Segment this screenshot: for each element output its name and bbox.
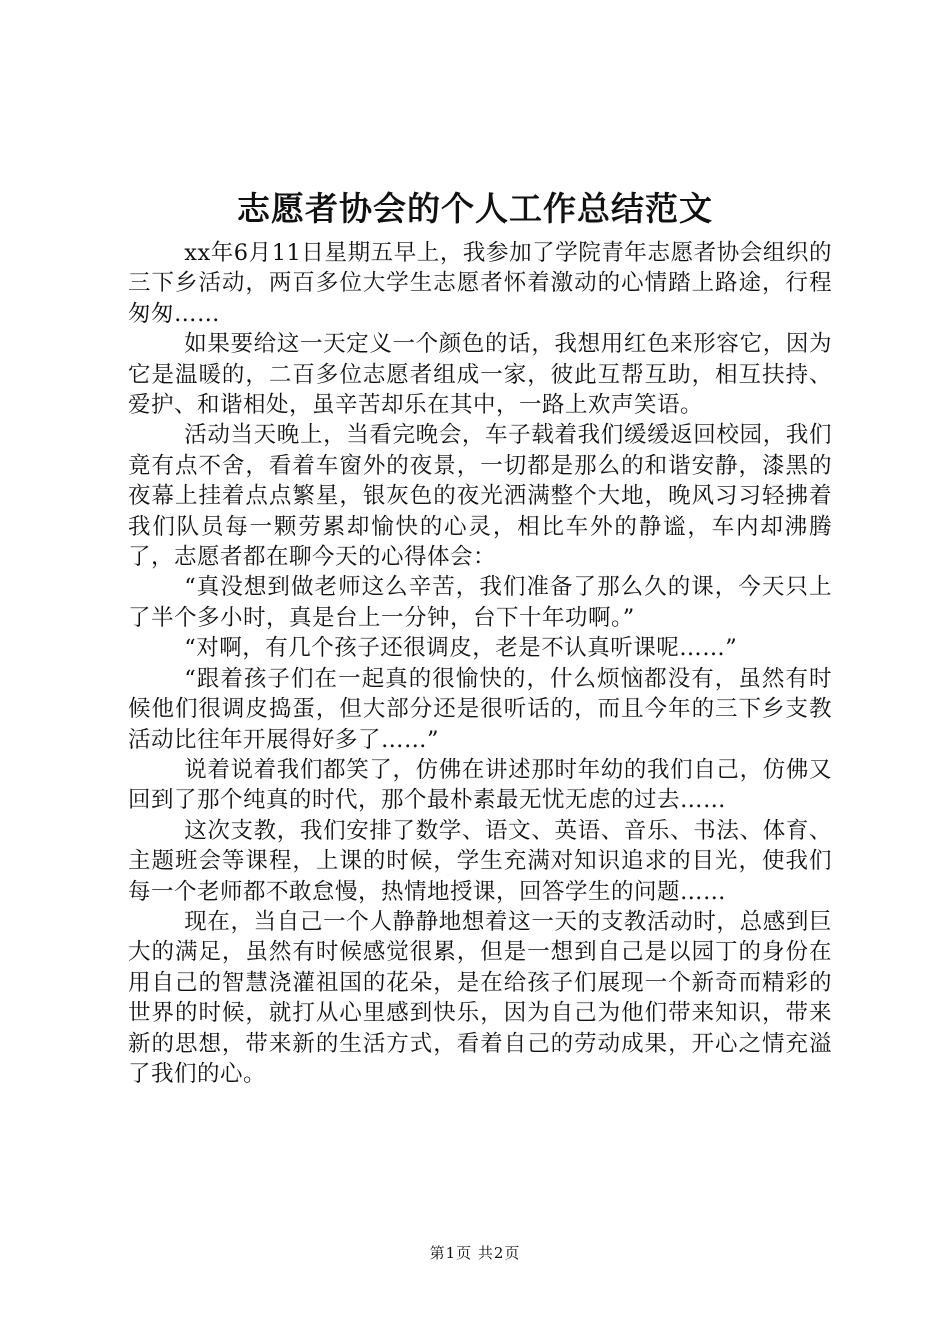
- paragraph-5: “对啊，有几个孩子还很调皮，老是不认真听课呢……”: [184, 635, 738, 662]
- paragraph-4: “真没想到做老师这么辛苦，我们准备了那么久的课，今天只上了半个多小时，真是台上一分钟，台下十年功啊。”: [128, 574, 832, 631]
- paragraph-7: 说着说着我们都笑了，仿佛在讲述那时年幼的我们自己，仿佛又回到了那个纯真的时代，那个最朴素最无忧无虑的过去……: [128, 756, 832, 814]
- page-footer: 第1页 共2页: [429, 1244, 521, 1262]
- paragraph-1: xx年6月11日星期五早上，我参加了学院青年志愿者协会组织的三下乡活动，两百多位大学生志愿者怀着激动的心情踏上路途，行程匆匆……: [128, 240, 832, 327]
- paragraph-6: “跟着孩子们在一起真的很愉快的，什么烦恼都没有，虽然有时候他们很调皮捣蛋，但大部分还是很听话的，而且今年的三下乡支教活动比往年开展得好多了……”: [128, 665, 832, 753]
- document-title: 志愿者协会的个人工作总结范文: [237, 189, 713, 228]
- paragraph-2: 如果要给这一天定义一个颜色的话，我想用红色来形容它，因为它是温暖的，二百多位志愿者组成一家，彼此互帮互助，相互扶持、爱护、和谐相处，虽辛苦却乐在其中，一路上欢声笑语。: [128, 331, 832, 419]
- paragraph-3: 活动当天晚上，当看完晚会，车子载着我们缓缓返回校园，我们竟有点不舍，看着车窗外的夜景，一切都是那么的和谐安静，漆黑的夜幕上挂着点点繁星，银灰色的夜光洒满整个大地，晚风习习轻拂着我们队员每一颗劳累却愉快的心灵，相比车外的静谧，车内却沸腾了，志愿者都在聊今天的心得体会：: [128, 422, 832, 571]
- document-body: [128, 238, 832, 1089]
- paragraph-8: 这次支教，我们安排了数学、语文、英语、音乐、书法、体育、主题班会等课程，上课的时候，学生充满对知识追求的目光，使我们每一个老师都不敢怠慢，热情地授课，回答学生的问题……: [128, 817, 832, 905]
- paragraph-9: 现在，当自己一个人静静地想着这一天的支教活动时，总感到巨大的满足，虽然有时候感觉很累，但是一想到自己是以园丁的身份在用自己的智慧浇灌祖国的花朵，是在给孩子们展现一个新奇而精彩的世界的时候，就打从心里感到快乐，因为自己为他们带来知识，带来新的思想，带来新的生活方式，看着自己的劳动成果，开心之情充溢了我们的心。: [128, 908, 832, 1087]
